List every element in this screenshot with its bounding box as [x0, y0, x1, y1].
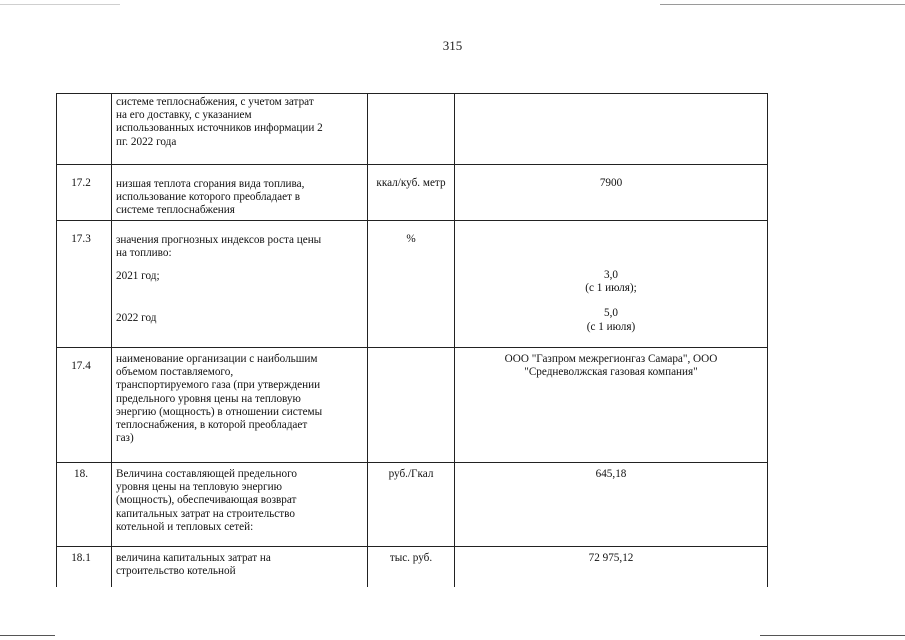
- row-unit: %: [368, 221, 455, 348]
- row-number: 17.2: [57, 165, 112, 221]
- row-description: [112, 165, 368, 221]
- description-line: наименование организации с наибольшим: [116, 353, 318, 365]
- description-line: (мощность), обеспечивающая возврат: [116, 494, 297, 507]
- description-line: использованных источников информации 2: [116, 122, 323, 135]
- description-line: использование которого преобладает в: [116, 191, 301, 204]
- row-description: [112, 221, 368, 348]
- row-value: [455, 463, 768, 547]
- row-number: 17.4: [57, 348, 112, 463]
- description-line: теплоснабжения, в которой преобладает: [116, 419, 308, 432]
- page-number: 315: [442, 38, 463, 53]
- value-line: 72 975,12: [588, 552, 634, 564]
- index-note: (с 1 июля): [586, 320, 636, 333]
- description-line: системе теплоснабжения: [116, 204, 235, 217]
- row-number: [57, 94, 112, 165]
- scan-edge-line: [0, 4, 120, 5]
- description-line: величина капитальных затрат на: [116, 552, 271, 564]
- table-row: [57, 547, 768, 587]
- scan-edge-line: [660, 4, 905, 5]
- value-line: ООО "Газпром межрегионгаз Самара", ООО: [504, 353, 718, 365]
- index-value: 3,0: [604, 269, 618, 281]
- row-number: 18.: [57, 463, 112, 547]
- row-unit: руб./Гкал: [368, 463, 455, 547]
- value-line: "Средневолжская газовая компания": [524, 366, 698, 379]
- table-row: [57, 165, 768, 221]
- description-line: котельной и тепловых сетей:: [116, 520, 254, 533]
- row-value: [455, 547, 768, 587]
- description-line: газ): [116, 432, 134, 445]
- value-line: 645,18: [595, 468, 627, 480]
- row-number: 18.1: [57, 547, 112, 587]
- table-row: [57, 221, 768, 348]
- description-line: Величина составляющей предельного: [116, 468, 297, 480]
- scan-edge-line: [760, 635, 905, 636]
- row-unit: [368, 348, 455, 463]
- row-description: [112, 463, 368, 547]
- description-line: низшая теплота сгорания вида топлива,: [116, 178, 305, 190]
- index-value: 5,0: [604, 307, 618, 320]
- row-value: [455, 221, 768, 348]
- table-row: [57, 94, 768, 165]
- row-description: [112, 94, 368, 165]
- year-label: 2022 год: [116, 311, 157, 324]
- row-value: [455, 94, 768, 165]
- row-value: [455, 348, 768, 463]
- row-unit: ккал/куб. метр: [368, 165, 455, 221]
- row-unit: [368, 94, 455, 165]
- row-description: [112, 348, 368, 463]
- description-line: на его доставку, с указанием: [116, 109, 252, 122]
- row-value: [455, 165, 768, 221]
- description-line: транспортируемого газа (при утверждении: [116, 379, 321, 392]
- table-row: [57, 463, 768, 547]
- year-label: 2021 год;: [116, 270, 160, 283]
- index-note: (с 1 июля);: [585, 282, 637, 295]
- description-line: значения прогнозных индексов роста цены: [116, 234, 322, 246]
- description-line: строительство котельной: [116, 565, 236, 578]
- value-line: 7900: [599, 177, 623, 189]
- description-line: на топливо:: [116, 247, 172, 260]
- description-line: предельного уровня цены на тепловую: [116, 392, 301, 405]
- description-line: системе теплоснабжения, с учетом затрат: [116, 96, 314, 108]
- description-line: энергию (мощность) в отношении системы: [116, 405, 323, 418]
- description-line: объемом поставляемого,: [116, 366, 234, 379]
- scan-edge-line: [0, 635, 55, 636]
- row-unit: тыс. руб.: [368, 547, 455, 587]
- row-description: [112, 547, 368, 587]
- description-line: пг. 2022 года: [116, 135, 177, 148]
- data-table: [56, 93, 768, 587]
- description-line: капитальных затрат на строительство: [116, 507, 295, 520]
- row-number: 17.3: [57, 221, 112, 348]
- table-row: [57, 348, 768, 463]
- description-line: уровня цены на тепловую энергию: [116, 481, 282, 494]
